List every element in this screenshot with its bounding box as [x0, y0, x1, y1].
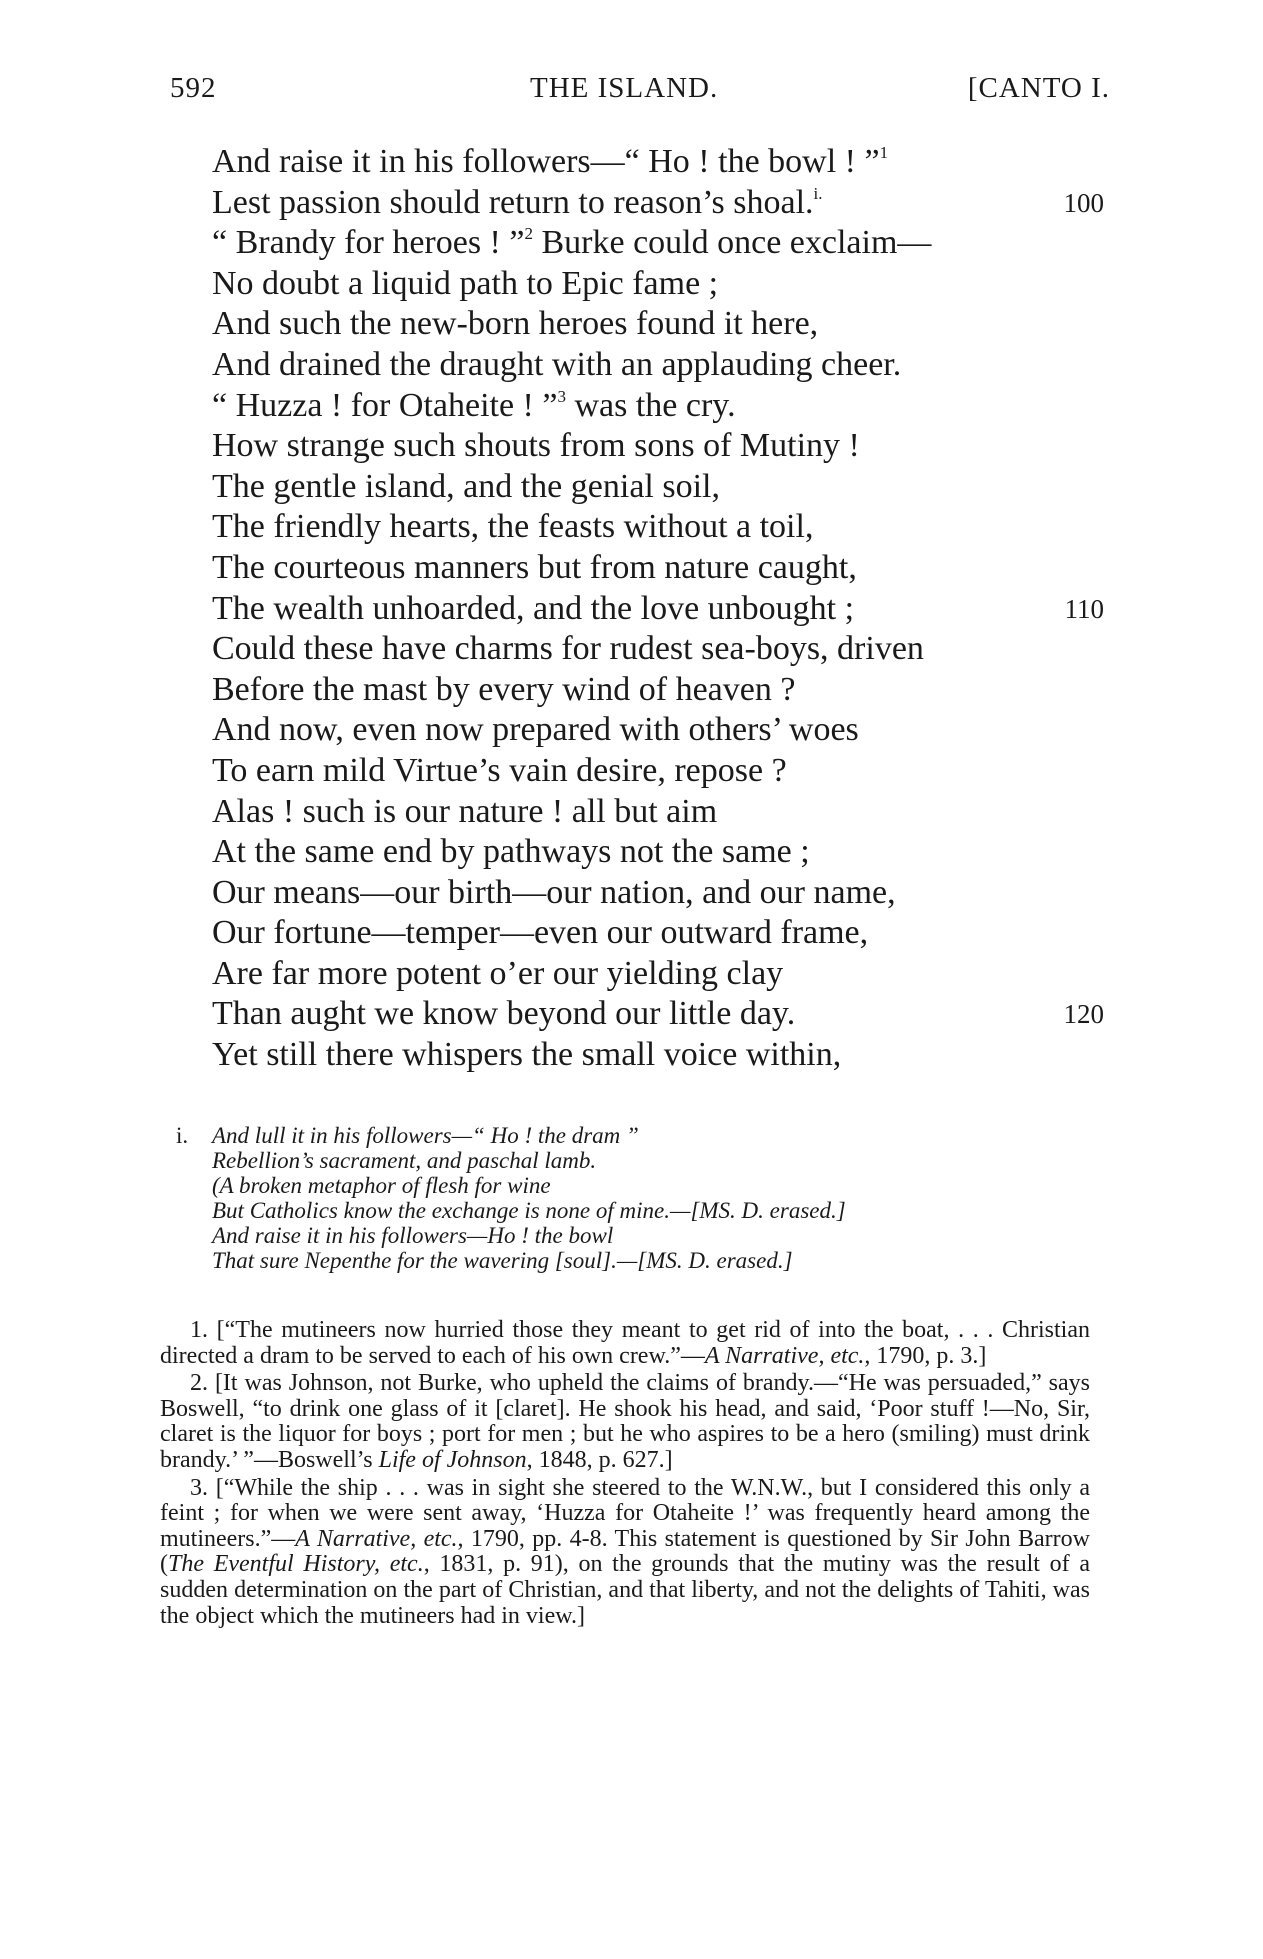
footnote-ref: 3: [557, 386, 566, 406]
verse-text: The wealth unhoarded, and the love unbought ;: [212, 589, 855, 627]
verse-line: [212, 792, 1112, 833]
footnote-number: 1.: [190, 1317, 208, 1343]
verse-line: [212, 183, 1112, 224]
footnotes: [160, 1318, 1090, 1631]
verse-text: And raise it in his followers—“ Ho ! the bowl ! ”: [212, 143, 880, 180]
citation-title: The Eventful History, etc.: [168, 1551, 424, 1578]
verse-line: [212, 751, 1112, 792]
variant-text: And lull it in his followers—“ Ho ! the dram ”: [212, 1123, 639, 1148]
variant-text: And raise it in his followers—Ho ! the bowl: [212, 1223, 614, 1248]
verse-line: [212, 304, 1112, 345]
verse-text: The courteous manners but from nature caught,: [212, 548, 857, 586]
verse-text: Are far more potent o’er our yielding clay: [212, 954, 784, 992]
verse-line: [212, 386, 1112, 427]
verse-text: And such the new-born heroes found it here,: [212, 305, 819, 343]
variant-text: But Catholics know the exchange is none of mine.—[MS. D. erased.]: [212, 1198, 846, 1223]
verse-text: How strange such shouts from sons of Mutiny !: [212, 427, 860, 465]
verse-text: “ Brandy for heroes ! ”: [212, 224, 525, 262]
verse-text: And drained the draught with an applauding cheer.: [212, 345, 902, 383]
verse-text: Our fortune—temper—even our outward frame,: [212, 914, 869, 952]
verse-line: [212, 832, 1112, 873]
citation-title: A Narrative, etc.: [704, 1342, 865, 1369]
verse-line: [212, 345, 1112, 386]
verse-text: No doubt a liquid path to Epic fame ;: [212, 264, 719, 302]
footnote-text: , 1790, pp. 4-8. This statement is questioned by Sir John Barrow (: [160, 1525, 1090, 1578]
variant-line: [176, 1248, 1096, 1273]
line-number: 120: [1063, 999, 1104, 1030]
verse-text: At the same end by pathways not the same ;: [212, 833, 810, 871]
verse-text: To earn mild Virtue’s vain desire, repose ?: [212, 751, 787, 789]
verse-line: [212, 994, 1112, 1035]
variant-text: That sure Nepenthe for the wavering [soul].—[MS. D. erased.]: [212, 1248, 793, 1273]
footnote-number: 3.: [190, 1474, 208, 1501]
footnote-text: [“While the ship . . . was in sight she steered to the W.N.W., but I considered this only a feint ; for when we were sent away, ‘Huzza for Otaheite !’ was frequently heard among the mutineers.”—: [160, 1474, 1090, 1552]
footnote: [160, 1371, 1090, 1473]
verse-text: Alas ! such is our nature ! all but aim: [212, 792, 718, 830]
variant-line: [176, 1198, 1096, 1223]
verse-line: [212, 710, 1112, 751]
variant-line: [176, 1148, 1096, 1173]
footnote-text: , 1831, p. 91), on the grounds that the mutiny was the result of a sudden determination on the part of Christian, and that liberty, and not the delights of Tahiti, was the object which the mutineers had in view.]: [160, 1551, 1090, 1629]
verse-line: [212, 954, 1112, 995]
verse-line: [212, 507, 1112, 548]
verse-text: Than aught we know beyond our little day.: [212, 995, 796, 1033]
verse-text: Our means—our birth—our nation, and our name,: [212, 873, 896, 911]
footnote: [160, 1476, 1090, 1630]
line-number: 110: [1064, 593, 1104, 624]
verse-line: [212, 426, 1112, 467]
page-number: 592: [170, 72, 217, 104]
verse-line: [212, 670, 1112, 711]
verse-text: Yet still there whispers the small voice within,: [212, 1036, 842, 1074]
verse-line: [212, 223, 1112, 264]
variant-text: Rebellion’s sacrament, and paschal lamb.: [212, 1148, 597, 1173]
verse-text-cont: was the cry.: [565, 386, 736, 424]
footnote: [160, 1318, 1090, 1369]
footnote-ref: 1: [879, 143, 889, 162]
canto-label: [CANTO I.: [967, 72, 1110, 104]
verse-line: [212, 873, 1112, 914]
footnote-text: [“The mutineers now hurried those they meant to get rid of into the boat, . . . Christian directed a dram to be served to each of his own crew.”—: [160, 1317, 1090, 1369]
verse-text: The friendly hearts, the feasts without a toil,: [212, 508, 814, 546]
verse-text: “ Huzza ! for Otaheite ! ”: [212, 386, 558, 424]
verse-line: [212, 913, 1112, 954]
verse-line: [212, 1035, 1112, 1076]
verse-line: [212, 589, 1112, 630]
verse-text: And now, even now prepared with others’ woes: [212, 711, 859, 749]
verse-text: Before the mast by every wind of heaven ?: [212, 670, 796, 708]
poem-text: [212, 142, 1112, 1076]
verse-line: [212, 629, 1112, 670]
variant-line: [176, 1173, 1096, 1198]
textual-variants: [176, 1123, 1096, 1273]
footnote-text: , 1790, p. 3.]: [864, 1342, 987, 1369]
footnote-ref: 2: [524, 224, 533, 244]
variant-text: (A broken metaphor of flesh for wine: [212, 1173, 551, 1198]
running-title: THE ISLAND.: [530, 72, 719, 104]
footnote-text: , 1848, p. 627.]: [526, 1446, 673, 1473]
running-head: [170, 72, 1110, 112]
verse-line: [212, 264, 1112, 305]
footnote-ref: i.: [813, 183, 823, 203]
citation-title: Life of Johnson: [378, 1446, 527, 1473]
footnote-text: [It was Johnson, not Burke, who upheld the claims of brandy.—“He was persuaded,” says Boswell, “to drink one glass of it [claret]. He shook his head, and said, ‘Poor stuff !—No, Sir, claret is the liquor for boys ; port for men ; but he who aspires to be a hero (smiling) must drink brandy.’ ”—Boswell’s: [160, 1370, 1090, 1473]
verse-line: [212, 467, 1112, 508]
verse-text: The gentle island, and the genial soil,: [212, 467, 720, 505]
verse-text: Could these have charms for rudest sea-boys, driven: [212, 630, 924, 668]
verse-line: [212, 548, 1112, 589]
line-number: 100: [1063, 187, 1104, 218]
footnote-number: 2.: [190, 1370, 208, 1397]
citation-title: A Narrative, etc.: [295, 1525, 458, 1552]
variant-key: i.: [176, 1123, 189, 1148]
variant-line: [176, 1223, 1096, 1248]
variant-line: [176, 1123, 1096, 1148]
verse-line: [212, 142, 1112, 183]
verse-text: Lest passion should return to reason’s shoal.: [212, 183, 814, 221]
verse-text-cont: Burke could once exclaim—: [532, 224, 932, 262]
